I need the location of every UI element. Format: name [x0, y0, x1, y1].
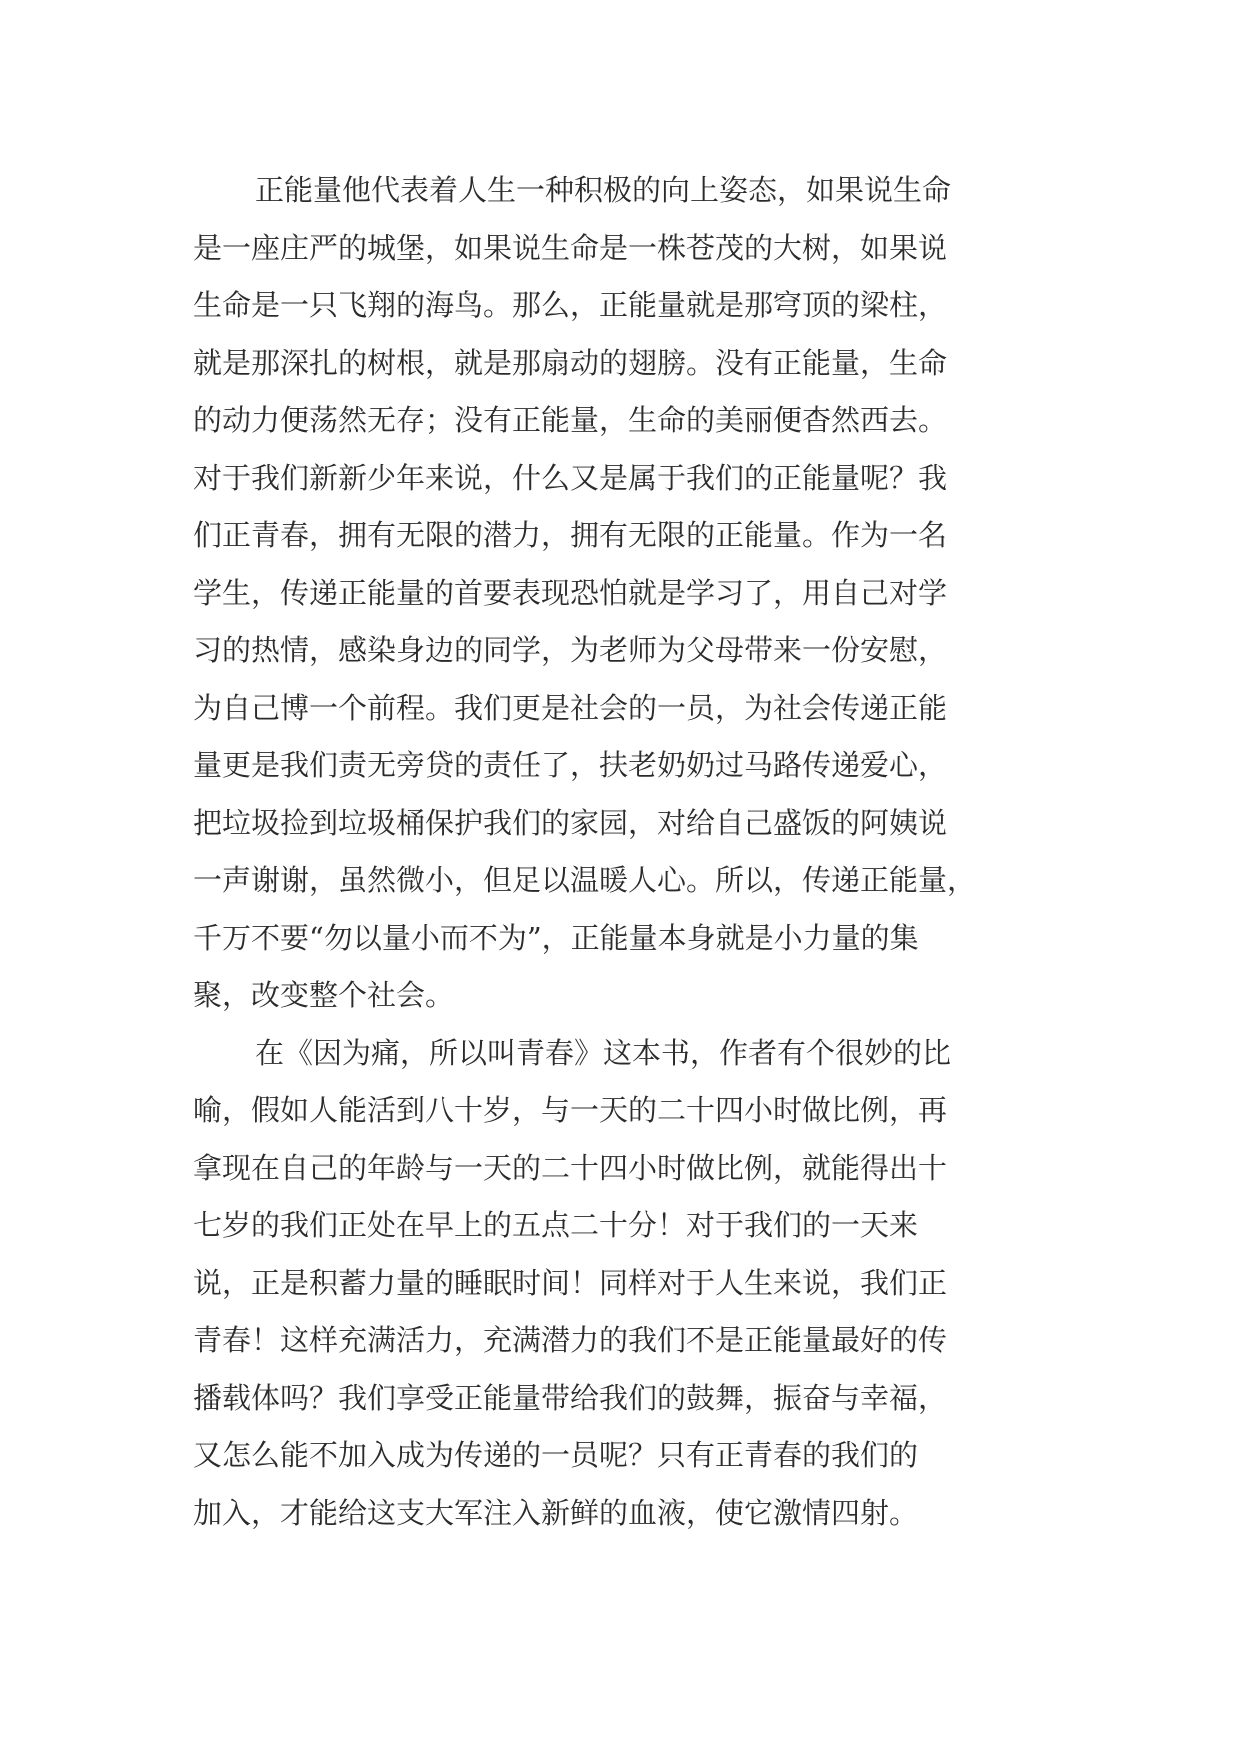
- paragraph-1: [193, 162, 1058, 1025]
- paragraph-line: 在《因为痛，所以叫青春》这本书，作者有个很妙的比: [255, 1035, 952, 1070]
- paragraph-line: 说，正是积蓄力量的睡眠时间！同样对于人生来说，我们正: [193, 1265, 948, 1300]
- paragraph-line: 一声谢谢，虽然微小，但足以温暖人心。所以，传递正能量，: [193, 863, 977, 897]
- paragraph-2: [193, 1025, 1058, 1543]
- paragraph-line: 七岁的我们正处在早上的五点二十分！对于我们的一天来: [193, 1208, 919, 1242]
- paragraph-line: 千万不要“勿以量小而不为”，正能量本身就是小力量的集: [193, 920, 919, 955]
- paragraph-line: 学生，传递正能量的首要表现恐怕就是学习了，用自己对学: [193, 575, 948, 610]
- paragraph-line: 青春！这样充满活力，充满潜力的我们不是正能量最好的传: [193, 1323, 948, 1357]
- paragraph-line: 加入，才能给这支大军注入新鲜的血液，使它激情四射。: [193, 1495, 919, 1530]
- paragraph-line: 播载体吗？我们享受正能量带给我们的鼓舞，振奋与幸福，: [193, 1380, 948, 1415]
- paragraph-line: 们正青春，拥有无限的潜力，拥有无限的正能量。作为一名: [193, 518, 948, 552]
- paragraph-line: 又怎么能不加入成为传递的一员呢？只有正青春的我们的: [193, 1438, 919, 1472]
- body-text: [193, 162, 1058, 1542]
- paragraph-line: 量更是我们责无旁贷的责任了，扶老奶奶过马路传递爱心，: [193, 748, 948, 782]
- paragraph-line: 拿现在自己的年龄与一天的二十四小时做比例，就能得出十: [193, 1150, 948, 1185]
- paragraph-line: 正能量他代表着人生一种积极的向上姿态，如果说生命: [255, 173, 952, 207]
- paragraph-line: 生命是一只飞翔的海鸟。那么，正能量就是那穹顶的梁柱，: [193, 288, 948, 322]
- paragraph-line: 是一座庄严的城堡，如果说生命是一株苍茂的大树，如果说: [193, 230, 948, 265]
- paragraph-line: 为自己博一个前程。我们更是社会的一员，为社会传递正能: [193, 690, 948, 725]
- paragraph-line: 的动力便荡然无存；没有正能量，生命的美丽便杳然西去。: [193, 403, 948, 437]
- paragraph-line: 喻，假如人能活到八十岁，与一天的二十四小时做比例，再: [193, 1093, 948, 1127]
- paragraph-line: 习的热情，感染身边的同学，为老师为父母带来一份安慰，: [193, 633, 948, 667]
- paragraph-line: 把垃圾捡到垃圾桶保护我们的家园，对给自己盛饭的阿姨说: [193, 805, 948, 840]
- paragraph-line: 就是那深扎的树根，就是那扇动的翅膀。没有正能量，生命: [193, 345, 948, 380]
- paragraph-line: 对于我们新新少年来说，什么又是属于我们的正能量呢？我: [193, 460, 948, 495]
- paragraph-line: 聚，改变整个社会。: [193, 978, 455, 1012]
